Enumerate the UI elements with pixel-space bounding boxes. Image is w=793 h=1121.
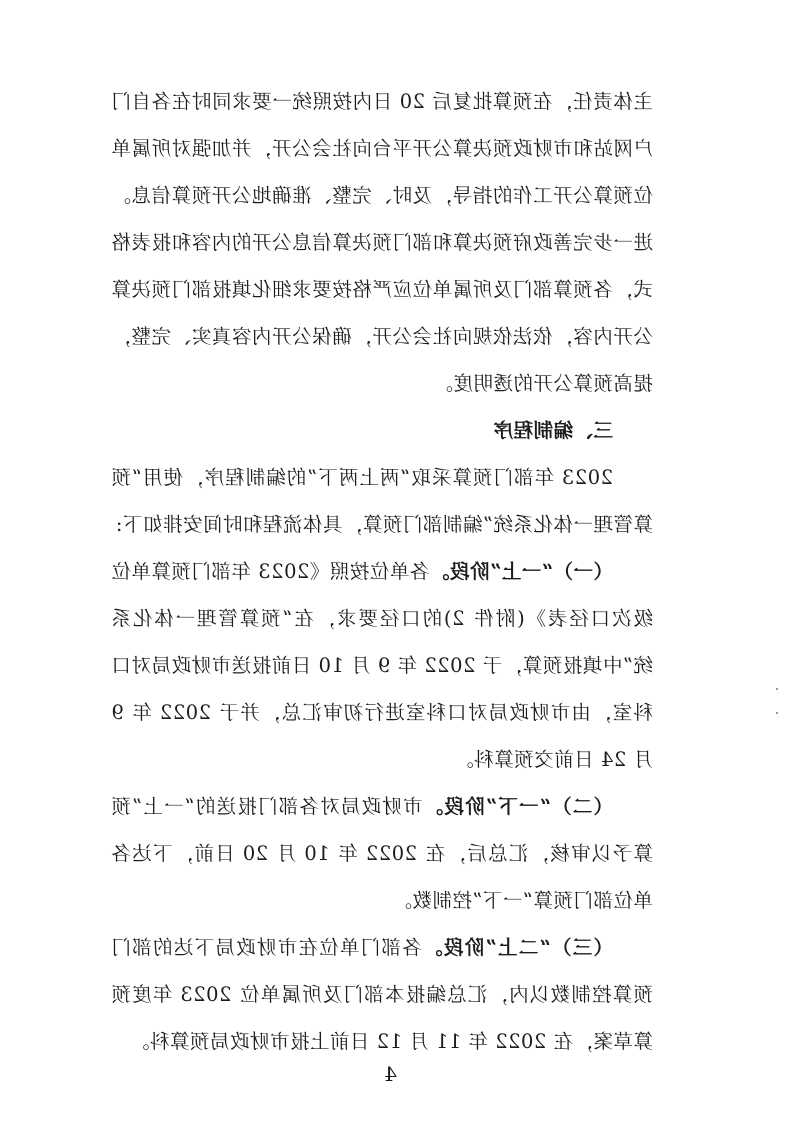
document-body bbox=[111, 78, 653, 1065]
stage-one-text: 各单位按照《2023 年部门预算单位级次口径表》(附件 2)的口径要求，在“预算管理一体化系统”中填报预算，于 2022 年 9 月 10 日前报送市财政局对口科室，由市财政局对口科室进行初审汇总，并于 2022 年 9 月 24 日前交预算科。 bbox=[110, 560, 653, 771]
page-number: 4 bbox=[384, 1062, 397, 1086]
stage-three-text: 各部门单位在市财政局下达的部门预算控制数以内，汇总编报本部门及所属单位 2023 年度预算草案，在 2022 年 11 月 12 日前上报市财政局预算科。 bbox=[111, 936, 653, 1053]
paragraph-procedure-intro: 2023 年部门预算采取“两上两下”的编制程序，使用“预算管理一体化系统”编制部门预算，具体流程和时间安排如下: bbox=[111, 466, 653, 536]
stage-one-label: （一）“一上”阶段。 bbox=[429, 560, 613, 583]
stage-three-label: （三）“二上”阶段。 bbox=[421, 936, 613, 959]
stage-two-text: 市财政局对各部门报送的“一上”预算予以审核，汇总后，在 2022 年 10 月 20 日前，下达各单位部门预算“一下”控制数。 bbox=[111, 795, 653, 912]
paragraph-stage-one bbox=[111, 548, 653, 783]
scan-speck bbox=[776, 688, 778, 690]
scan-speck bbox=[776, 712, 778, 714]
stage-two-label: （二）“一下”阶段。 bbox=[422, 795, 613, 818]
paragraph-stage-three bbox=[111, 924, 653, 1065]
section-heading-procedure: 三、编制程序 bbox=[492, 419, 613, 442]
paragraph-stage-two bbox=[111, 783, 653, 924]
paragraph-disclosure-responsibility: 主体责任，在预算批复后 20 日内按照统一要求同时在各自门户网站和市财政预决算公开平台向社会公开，并加强对所属单位预算公开工作的指导，及时、完整、准确地公开预算信息。进一步完善政府预决算和部门预决算信息公开的内容和报表格式，各预算部门及所属单位应严格按要求细化填报部门预决算公开内容，依法依规向社会公开，确保公开内容真实、完整，提高预算公开的透明度。 bbox=[111, 90, 653, 395]
